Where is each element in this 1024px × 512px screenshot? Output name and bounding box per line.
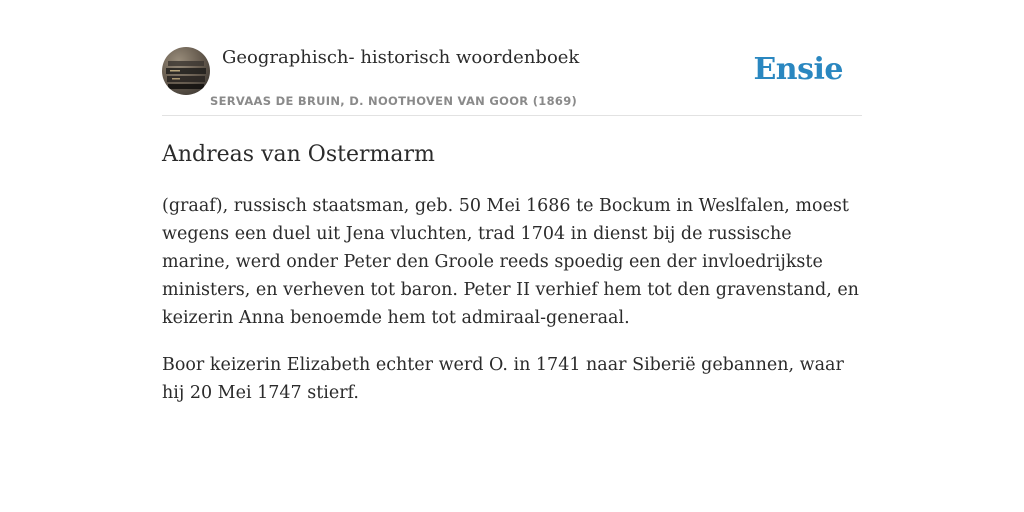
book-cover-icon[interactable]	[162, 47, 210, 95]
entry-paragraph: Boor keizerin Elizabeth echter werd O. in 1741 naar Siberië gebannen, waar hij 20 Mei 1747 stierf.	[162, 355, 844, 403]
book-author: SERVAAS DE BRUIN, D. NOOTHOVEN VAN GOOR (1869)	[210, 94, 578, 108]
entry-title: Andreas van Ostermarm	[162, 142, 435, 167]
ensie-logo-link[interactable]: Ensie	[753, 52, 843, 87]
book-header	[162, 0, 862, 116]
book-title[interactable]: Geographisch- historisch woordenboek	[222, 47, 580, 68]
entry-paragraph: (graaf), russisch staatsman, geb. 50 Mei 1686 te Bockum in Weslfalen, moest wegens een duel uit Jena vluchten, trad 1704 in dienst bij de russische marine, werd onder Peter den Groole reeds spoedig een der invloedrijkste ministers, en verheven tot baron. Peter II verhief hem tot den gravenstand, en keizerin Anna benoemde hem tot admiraal-generaal.	[162, 196, 859, 328]
page	[162, 0, 862, 403]
entry-body	[162, 192, 862, 426]
